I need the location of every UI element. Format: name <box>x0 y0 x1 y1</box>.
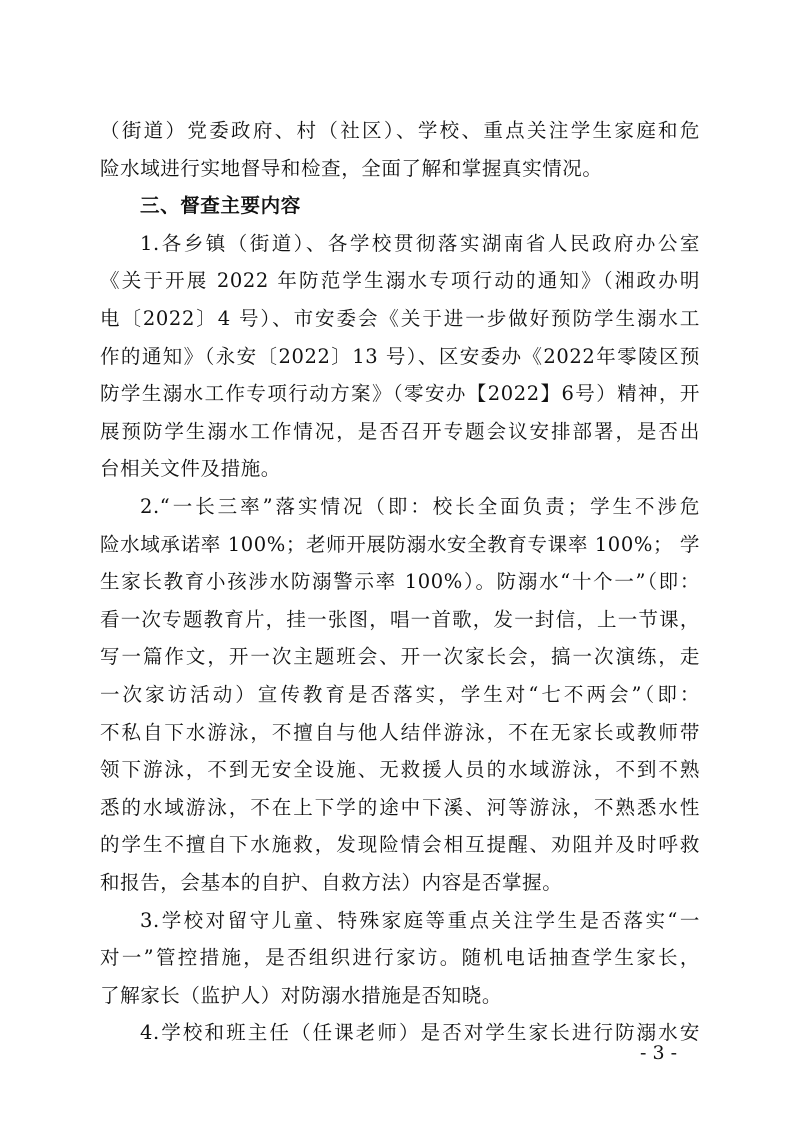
body-line-1: （街道）党委政府、村（社区）、学校、重点关注学生家庭和危 <box>100 119 700 142</box>
item-1-line-6: 展预防学生溺水工作情况，是否召开专题会议安排部署，是否出 <box>100 420 700 443</box>
item-4-line-1: 4.学校和班主任（任课老师）是否对学生家长进行防溺水安 <box>140 1021 700 1044</box>
item-1-line-3: 电〔2022〕4 号）、市安委会《关于进一步做好预防学生溺水工 <box>100 307 700 330</box>
item-2-line-6: 一次家访活动）宣传教育是否落实，学生对“七不两会”（即： <box>100 683 700 706</box>
item-3-line-3: 了解家长（监护人）对防溺水措施是否知晓。 <box>100 984 503 1007</box>
section-heading: 三、督查主要内容 <box>140 194 301 217</box>
item-2-line-4: 看一次专题教育片，挂一张图，唱一首歌，发一封信，上一节课， <box>100 608 700 631</box>
item-2-line-2: 险水域承诺率 100%；老师开展防溺水安全教育专课率 100%； 学 <box>100 533 700 556</box>
item-2-line-11: 和报告，会基本的自护、自救方法）内容是否掌握。 <box>100 871 563 894</box>
item-2-line-7: 不私自下水游泳，不擅自与他人结伴游泳，不在无家长或教师带 <box>100 721 700 744</box>
item-2-line-8: 领下游泳，不到无安全设施、无救援人员的水域游泳，不到不熟 <box>100 758 700 781</box>
item-1-line-4: 作的通知》（永安〔2022〕13 号）、区安委办《2022年零陵区预 <box>100 345 700 368</box>
item-1-line-5: 防学生溺水工作专项行动方案》（零安办【2022】6号）精神，开 <box>100 382 700 405</box>
item-2-line-1: 2.“一长三率”落实情况（即：校长全面负责；学生不涉危 <box>140 495 700 518</box>
item-3-line-1: 3.学校对留守儿童、特殊家庭等重点关注学生是否落实“一 <box>140 909 700 932</box>
item-1-line-1: 1.各乡镇（街道）、各学校贯彻落实湖南省人民政府办公室 <box>140 232 700 255</box>
page-number: - 3 - <box>640 1042 678 1064</box>
body-line-2: 险水域进行实地督导和检查，全面了解和掌握真实情况。 <box>100 157 603 180</box>
item-1-line-7: 台相关文件及措施。 <box>100 457 281 480</box>
item-2-line-10: 的学生不擅自下水施救，发现险情会相互提醒、劝阻并及时呼救 <box>100 833 700 856</box>
item-3-line-2: 对一”管控措施，是否组织进行家访。随机电话抽查学生家长， <box>100 946 700 969</box>
item-2-line-9: 悉的水域游泳，不在上下学的途中下溪、河等游泳，不熟悉水性 <box>100 796 700 819</box>
item-2-line-5: 写一篇作文，开一次主题班会、开一次家长会，搞一次演练，走 <box>100 645 700 668</box>
item-1-line-2: 《关于开展 2022 年防范学生溺水专项行动的通知》（湘政办明 <box>100 269 700 292</box>
item-2-line-3: 生家长教育小孩涉水防溺警示率 100%）。防溺水“十个一”（即： <box>100 570 700 593</box>
